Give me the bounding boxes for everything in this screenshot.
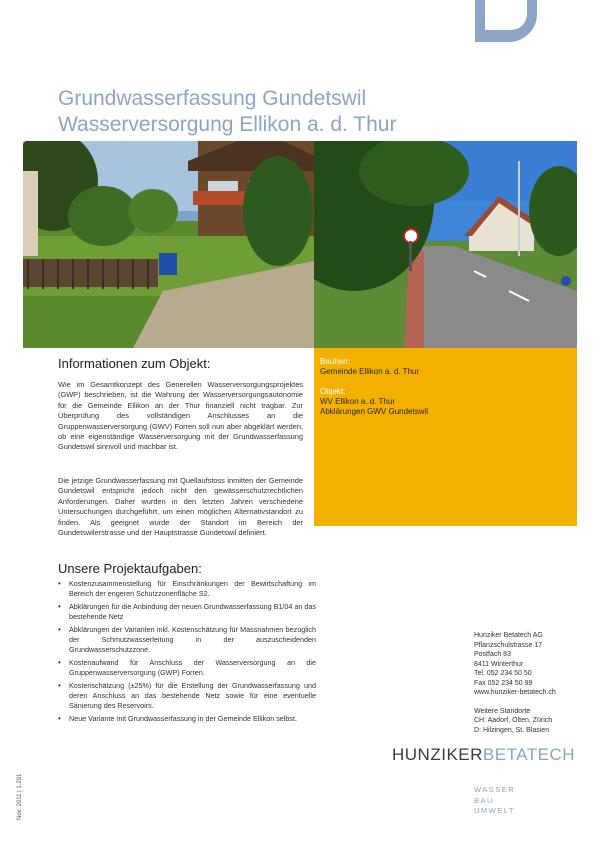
bullet-icon: • (58, 681, 61, 691)
company-postbox: Postfach 83 (474, 651, 511, 658)
photo-street (314, 141, 577, 348)
bullet-icon: • (58, 714, 61, 724)
list-item: • Kostenzusammenstellung für Einschränkungen der Bewirtschaftung im Bereich der engeren Schutzzonenfläche S2. (58, 579, 316, 598)
brand-part-1: HUNZIKER (392, 745, 483, 764)
section-heading-info: Informationen zum Objekt: (58, 356, 211, 371)
object-value-2: Abklärungen GWV Gundetswil (320, 407, 429, 416)
project-info-box (314, 348, 577, 526)
list-item: • Abklärungen der Varianten inkl. Kostenschätzung für Massnahmen bezüglich der Schmutzwasserleitung in der auszuscheidenden Grundwasserschutzzone. (58, 625, 316, 654)
title-line-1: Grundwasserfassung Gundetswil (58, 87, 367, 110)
brand-wordmark (392, 745, 575, 765)
company-name: Hunziker Betatech AG (474, 632, 543, 639)
company-more-line-2: D: Hilzingen, St. Blasien (474, 726, 550, 734)
list-item: • Kostenaufwand für Anschluss der Wasserversorgung an die Gruppenwasserversorgung (GWP) Forren. (58, 658, 316, 677)
brand-tagline: WASSER BAU UMWELT (474, 785, 516, 815)
bullet-icon: • (58, 579, 61, 588)
info-paragraph-1: Wie im Gesamtkonzept des Generellen Wasserversorgungsprojektes (GWP) beschrieben, ist die Wahrung der Wasserversorgungsautonomie für die Gemeinde Ellikon an der Thur finanziell nicht tragbar. Zur Überprüfung des vollständigen Anschlusses an die Gruppenwasserversorgung (GWV) Forren soll nun aber abgeklärt werden, ob eine eigenständige Wasserversorgung mit der Grundwasserfassung Gundetswil sinnvoll und machbar ist. (58, 380, 303, 452)
company-city: 8411 Winterthur (474, 660, 524, 668)
client-label: Bauherr: (320, 357, 351, 366)
list-item: • Abklärungen für die Anbindung der neuen Grundwasserfassung B1/04 an das bestehende Netz (58, 602, 316, 621)
company-street: Pflanzschulstrasse 17 (474, 641, 543, 649)
company-fax: Fax 052 234 50 99 (474, 679, 533, 687)
info-paragraph-2: Die jetzige Grundwasserfassung mit Quellaufstoss inmitten der Gemeinde Gundetswil entspricht jedoch nicht den gewässerschutzrechtlichen Anforderungen. Daher wurden in den letzten Jahren verschiedene Untersuchungen durchgeführt, um einen möglichen Alternativstandort zu finden. Als geeignet wurde der Standort im Bereich der Gundetswilerstrasse und der Hauptstrasse Gundetswil definiert. (58, 476, 303, 538)
company-address (474, 631, 584, 735)
list-item: • Neue Variante mit Grundwasserfassung in der Gemeinde Ellikon selbst. (58, 714, 297, 724)
footer-date: Nov. 2011 | 1.291 (17, 773, 23, 820)
list-item: • Kostenschätzung (±25%) für die Erstellung der Grundwasserfassung und deren Anschluss an das bestehende Netz sowie für eine eventuelle Sanierung des Reservoirs. (58, 681, 316, 710)
bullet-icon: • (58, 658, 61, 668)
client-value: Gemeinde Ellikon a. d. Thur (320, 367, 420, 376)
title-line-2: Wasserversorgung Ellikon a. d. Thur (58, 113, 397, 136)
object-label: Objekt: (320, 387, 346, 396)
company-website[interactable]: www.hunziker-betatech.ch (474, 689, 556, 696)
section-heading-tasks: Unsere Projektaufgaben: (58, 561, 202, 576)
bullet-icon: • (58, 602, 61, 612)
company-more-line-1: CH: Aadorf, Olten, Zürich (474, 717, 553, 724)
object-value-1: WV Ellikon a. d. Thur (320, 397, 395, 406)
page-title (58, 86, 558, 138)
bullet-icon: • (58, 625, 61, 635)
brand-part-2: BETATECH (482, 745, 576, 764)
brand-logo-mark-icon (475, 0, 537, 42)
photo-garden (23, 141, 314, 348)
company-tel: Tel. 052 234 50 50 (474, 670, 532, 677)
company-more-label: Weitere Standorte (474, 707, 531, 715)
task-list (58, 579, 316, 728)
